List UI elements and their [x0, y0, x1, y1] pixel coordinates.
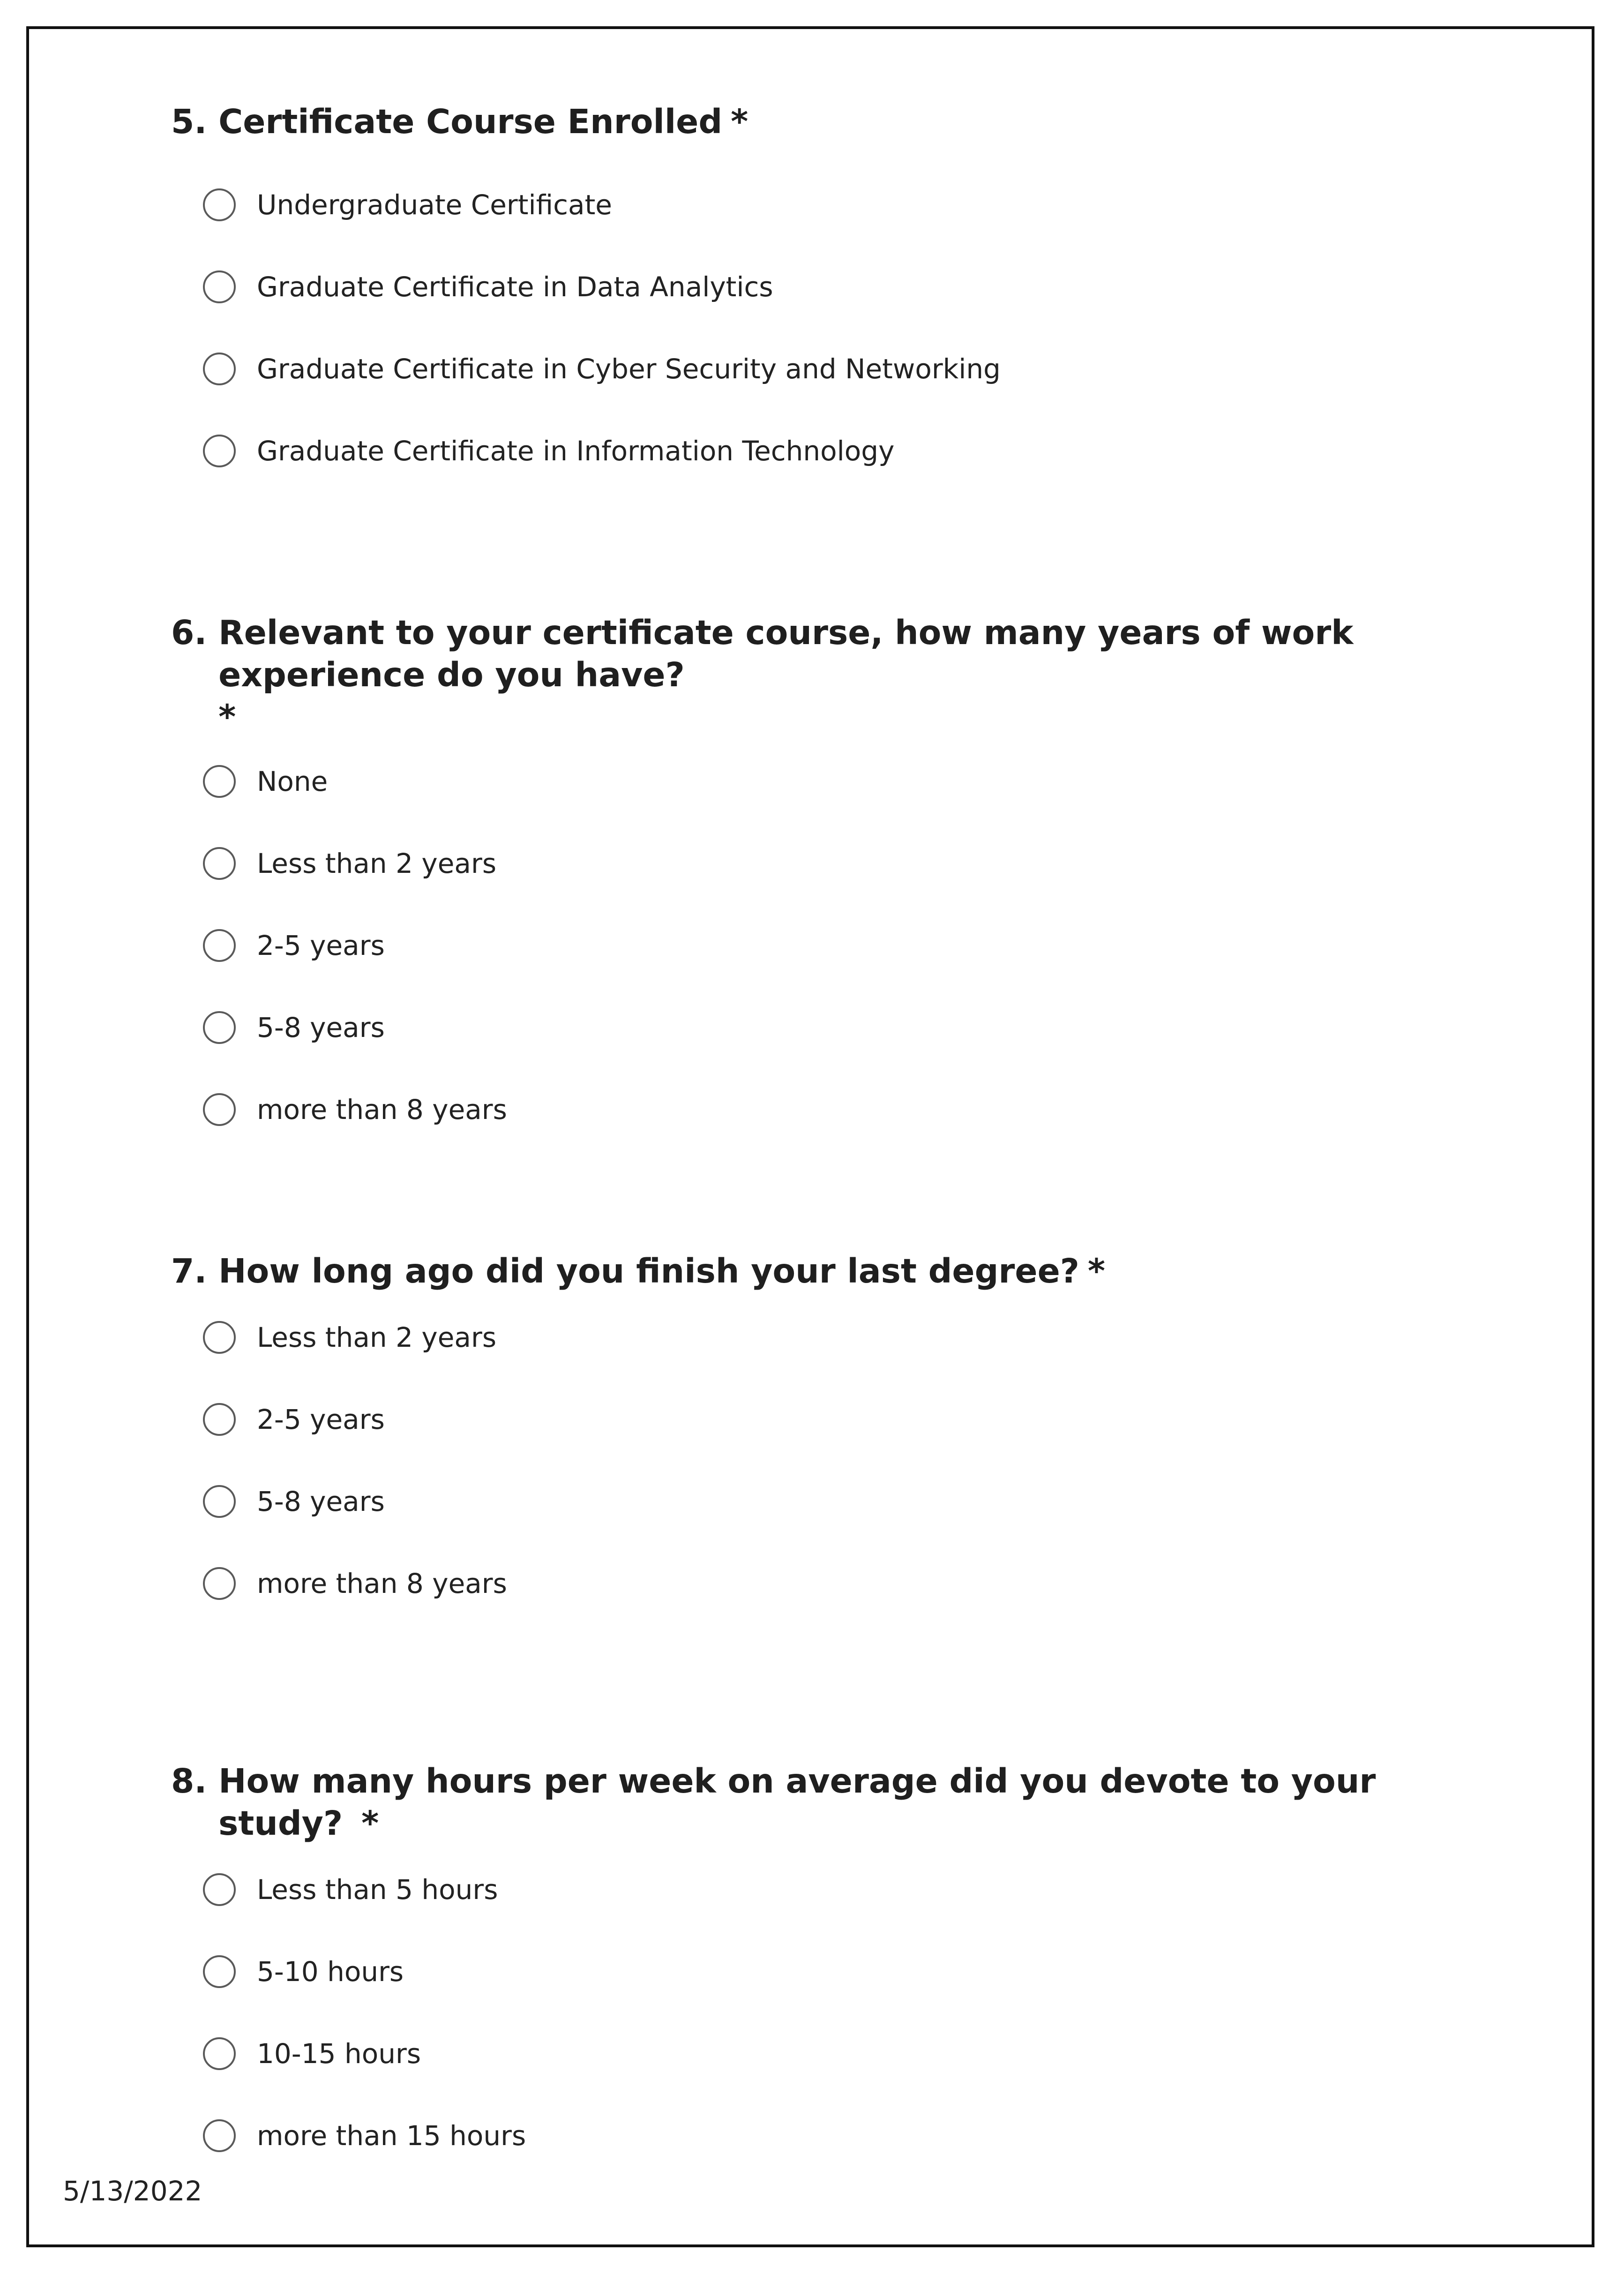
radio-button[interactable]	[203, 1011, 236, 1044]
question-5	[171, 101, 1483, 492]
radio-button[interactable]	[203, 1485, 236, 1518]
question-number: 5.	[171, 102, 219, 141]
radio-option[interactable]	[203, 740, 1483, 822]
question-8	[171, 1760, 1483, 2176]
option-label: 5-10 hours	[257, 1955, 404, 1988]
option-label: 2-5 years	[257, 929, 385, 961]
option-label: Less than 5 hours	[257, 1873, 498, 1906]
radio-button[interactable]	[203, 929, 236, 962]
required-mark: *	[361, 1804, 379, 1843]
radio-button[interactable]	[203, 435, 236, 467]
radio-button[interactable]	[203, 188, 236, 221]
option-label: None	[257, 765, 328, 797]
question-7	[171, 1250, 1483, 1624]
option-label: Less than 2 years	[257, 1321, 497, 1353]
radio-option[interactable]	[203, 1378, 1483, 1460]
radio-option[interactable]	[203, 328, 1483, 410]
radio-option[interactable]	[203, 1296, 1483, 1378]
radio-button[interactable]	[203, 1567, 236, 1600]
radio-option[interactable]	[203, 986, 1483, 1068]
radio-button[interactable]	[203, 1955, 236, 1988]
radio-button[interactable]	[203, 765, 236, 798]
question-number: 8.	[171, 1762, 219, 1801]
radio-option[interactable]	[203, 2094, 1483, 2176]
question-6-options	[203, 740, 1483, 1150]
option-label: 2-5 years	[257, 1403, 385, 1435]
radio-button[interactable]	[203, 1873, 236, 1906]
question-text: Relevant to your certificate course, how many years of work experience do you have?	[218, 613, 1354, 694]
question-6-title	[171, 612, 1483, 738]
question-5-title	[171, 101, 1483, 143]
radio-option[interactable]	[203, 1930, 1483, 2012]
option-label: more than 8 years	[257, 1567, 507, 1599]
option-label: Undergraduate Certificate	[257, 188, 612, 221]
radio-button[interactable]	[203, 1321, 236, 1354]
question-8-options	[203, 1848, 1483, 2176]
option-label: Graduate Certificate in Cyber Security and Networking	[257, 353, 1001, 385]
question-8-title	[171, 1760, 1483, 1845]
radio-option[interactable]	[203, 1460, 1483, 1542]
required-mark: *	[1087, 1252, 1106, 1291]
radio-option[interactable]	[203, 2012, 1483, 2094]
option-label: 10-15 hours	[257, 2037, 421, 2070]
radio-option[interactable]	[203, 1542, 1483, 1624]
option-label: 5-8 years	[257, 1485, 385, 1517]
question-7-title	[171, 1250, 1483, 1292]
required-mark: *	[731, 102, 748, 141]
radio-button[interactable]	[203, 847, 236, 880]
question-text: Certificate Course Enrolled	[218, 102, 723, 141]
required-mark: *	[218, 698, 236, 736]
radio-option[interactable]	[203, 822, 1483, 904]
radio-option[interactable]	[203, 246, 1483, 328]
radio-button[interactable]	[203, 1093, 236, 1126]
radio-button[interactable]	[203, 1403, 236, 1436]
radio-option[interactable]	[203, 904, 1483, 986]
question-number: 7.	[171, 1252, 219, 1291]
option-label: more than 15 hours	[257, 2119, 526, 2152]
question-5-options	[203, 164, 1483, 492]
question-text: How long ago did you finish your last degree?	[218, 1252, 1079, 1291]
option-label: 5-8 years	[257, 1011, 385, 1043]
question-text: How many hours per week on average did you devote to your study?	[218, 1762, 1376, 1843]
question-number: 6.	[171, 613, 219, 652]
radio-button[interactable]	[203, 270, 236, 303]
option-label: Less than 2 years	[257, 847, 497, 879]
question-6	[171, 612, 1483, 1150]
question-7-options	[203, 1296, 1483, 1624]
radio-button[interactable]	[203, 2119, 236, 2152]
option-label: Graduate Certificate in Information Technology	[257, 435, 895, 467]
radio-button[interactable]	[203, 2037, 236, 2070]
radio-option[interactable]	[203, 1068, 1483, 1150]
option-label: Graduate Certificate in Data Analytics	[257, 270, 773, 303]
option-label: more than 8 years	[257, 1093, 507, 1126]
footer-date: 5/13/2022	[63, 2175, 202, 2207]
radio-button[interactable]	[203, 353, 236, 385]
radio-option[interactable]	[203, 1848, 1483, 1930]
radio-option[interactable]	[203, 410, 1483, 492]
radio-option[interactable]	[203, 164, 1483, 246]
